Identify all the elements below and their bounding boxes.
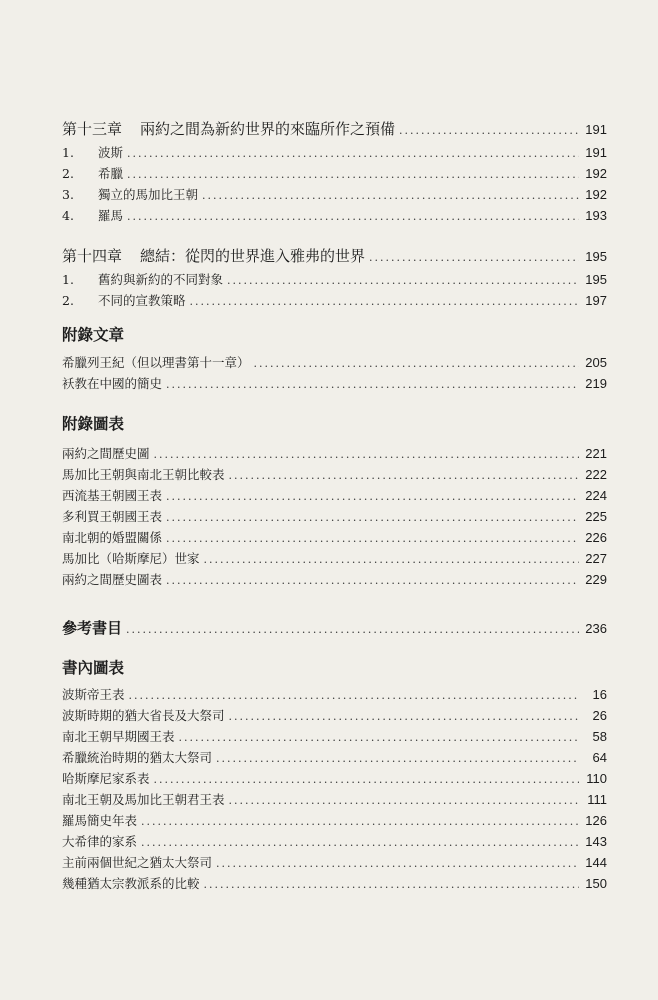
entry-title: 舊約與新約的不同對象 xyxy=(98,272,224,287)
entry-title: 幾種猶太宗教派系的比較 xyxy=(62,876,200,891)
toc-entry xyxy=(62,464,607,485)
dot-leader xyxy=(229,706,579,727)
toc-entry xyxy=(62,527,607,548)
toc-entry xyxy=(62,873,607,894)
page-number: 219 xyxy=(585,376,607,391)
entry-title: 大希律的家系 xyxy=(62,834,138,849)
toc-entry xyxy=(62,615,607,641)
entry-title: 主前兩個世紀之猶太大祭司 xyxy=(62,855,213,870)
page-number: 197 xyxy=(585,293,607,308)
chapter-heading xyxy=(62,243,607,269)
toc-entry xyxy=(62,726,607,747)
section-heading: 附錄圖表 xyxy=(62,414,125,433)
dot-leader xyxy=(166,486,579,507)
entry-number: 1. xyxy=(62,272,74,287)
toc-entry xyxy=(62,506,607,527)
entry-number: 2. xyxy=(62,166,74,181)
page-number: 225 xyxy=(585,509,607,524)
toc-page xyxy=(62,0,607,1000)
toc-entry xyxy=(62,831,607,852)
dot-leader xyxy=(166,507,579,528)
dot-leader xyxy=(127,206,579,227)
toc-entry xyxy=(62,789,607,810)
entry-title: 羅馬 xyxy=(98,208,124,223)
entry-title: 希臘統治時期的猶太大祭司 xyxy=(62,750,213,765)
page-number: 226 xyxy=(585,530,607,545)
dot-leader xyxy=(229,790,579,811)
page-number: 222 xyxy=(585,467,607,482)
page-number: 150 xyxy=(585,876,607,891)
dot-leader xyxy=(229,465,579,486)
appendix-charts xyxy=(62,411,607,590)
page-number: 16 xyxy=(592,687,607,702)
entry-title: 南北王朝及馬加比王朝君王表 xyxy=(62,792,225,807)
toc-entry xyxy=(62,485,607,506)
page-number: 236 xyxy=(585,621,607,636)
dot-leader xyxy=(227,270,579,291)
entry-title: 波斯時期的猶大省長及大祭司 xyxy=(62,708,225,723)
page-number: 193 xyxy=(585,208,607,223)
section-heading: 參考書目 xyxy=(62,619,123,637)
chapter-label: 第十三章 xyxy=(62,120,123,138)
dot-leader xyxy=(127,164,579,185)
toc-entry xyxy=(62,163,607,184)
page-number: 110 xyxy=(586,771,607,786)
page-number: 195 xyxy=(585,272,607,287)
dot-leader xyxy=(126,617,579,643)
dot-leader xyxy=(141,811,579,832)
page-number: 224 xyxy=(585,488,607,503)
dot-leader xyxy=(166,570,579,591)
page-number: 229 xyxy=(585,572,607,587)
toc-entry xyxy=(62,810,607,831)
page-number: 192 xyxy=(585,187,607,202)
entry-title: 西流基王朝國王表 xyxy=(62,488,163,503)
page-number: 126 xyxy=(585,813,607,828)
chapter-heading xyxy=(62,116,607,142)
toc-entry xyxy=(62,290,607,311)
chapter-label: 第十四章 xyxy=(62,247,123,265)
dot-leader xyxy=(129,685,579,706)
dot-leader xyxy=(369,245,579,271)
chapter-13 xyxy=(62,116,607,226)
page-number: 111 xyxy=(587,792,607,807)
toc-entry xyxy=(62,548,607,569)
entry-title: 哈斯摩尼家系表 xyxy=(62,771,150,786)
toc-entry xyxy=(62,747,607,768)
entry-title: 希臘列王紀（但以理書第十一章） xyxy=(62,355,250,370)
dot-leader xyxy=(190,291,579,312)
entry-title: 希臘 xyxy=(98,166,124,181)
dot-leader xyxy=(166,528,579,549)
appendix-articles xyxy=(62,322,607,394)
chapter-title: 總結：從閃的世界進入雅弗的世界 xyxy=(140,247,366,265)
bibliography xyxy=(62,615,607,641)
toc-entry xyxy=(62,443,607,464)
entry-number: 4. xyxy=(62,208,74,223)
toc-entry xyxy=(62,142,607,163)
toc-entry xyxy=(62,352,607,373)
page-number: 191 xyxy=(585,122,607,137)
dot-leader xyxy=(141,832,579,853)
entry-title: 南北王朝早期國王表 xyxy=(62,729,175,744)
toc-entry xyxy=(62,684,607,705)
toc-entry xyxy=(62,205,607,226)
page-number: 58 xyxy=(592,729,607,744)
entry-title: 羅馬簡史年表 xyxy=(62,813,138,828)
in-book-charts xyxy=(62,655,607,894)
dot-leader xyxy=(204,549,579,570)
entry-number: 2. xyxy=(62,293,74,308)
entry-title: 兩約之間歷史圖表 xyxy=(62,572,163,587)
section-heading: 附錄文章 xyxy=(62,325,125,344)
dot-leader xyxy=(127,143,579,164)
page-number: 192 xyxy=(585,166,607,181)
entry-title: 馬加比王朝與南北王朝比較表 xyxy=(62,467,225,482)
page-number: 205 xyxy=(585,355,607,370)
entry-title: 多利買王朝國王表 xyxy=(62,509,163,524)
dot-leader xyxy=(204,874,579,895)
dot-leader xyxy=(254,353,579,374)
entry-title: 波斯 xyxy=(98,145,124,160)
section-heading: 書內圖表 xyxy=(62,658,125,677)
page-number: 26 xyxy=(592,708,607,723)
toc-entry xyxy=(62,852,607,873)
chapter-14 xyxy=(62,243,607,311)
page-number: 221 xyxy=(585,446,607,461)
toc-entry xyxy=(62,269,607,290)
entry-title: 兩約之間歷史圖 xyxy=(62,446,150,461)
page-number: 143 xyxy=(585,834,607,849)
entry-title: 不同的宣教策略 xyxy=(98,293,186,308)
dot-leader xyxy=(154,769,579,790)
chapter-title: 兩約之間為新約世界的來臨所作之預備 xyxy=(140,120,396,138)
page-number: 227 xyxy=(585,551,607,566)
toc-entry xyxy=(62,184,607,205)
page-number: 191 xyxy=(585,145,607,160)
entry-title: 袄教在中國的簡史 xyxy=(62,376,163,391)
dot-leader xyxy=(202,185,579,206)
entry-number: 1. xyxy=(62,145,74,160)
dot-leader xyxy=(154,444,579,465)
dot-leader xyxy=(399,118,579,144)
dot-leader xyxy=(216,748,579,769)
dot-leader xyxy=(166,374,579,395)
toc-entry xyxy=(62,768,607,789)
page-number: 195 xyxy=(585,249,607,264)
entry-title: 南北朝的婚盟關係 xyxy=(62,530,163,545)
toc-entry xyxy=(62,705,607,726)
entry-title: 獨立的馬加比王朝 xyxy=(98,187,199,202)
entry-title: 波斯帝王表 xyxy=(62,687,125,702)
toc-entry xyxy=(62,373,607,394)
dot-leader xyxy=(216,853,579,874)
page-number: 144 xyxy=(585,855,607,870)
entry-title: 馬加比（哈斯摩尼）世家 xyxy=(62,551,200,566)
entry-number: 3. xyxy=(62,187,74,202)
page-number: 64 xyxy=(592,750,607,765)
toc-entry xyxy=(62,569,607,590)
dot-leader xyxy=(179,727,579,748)
